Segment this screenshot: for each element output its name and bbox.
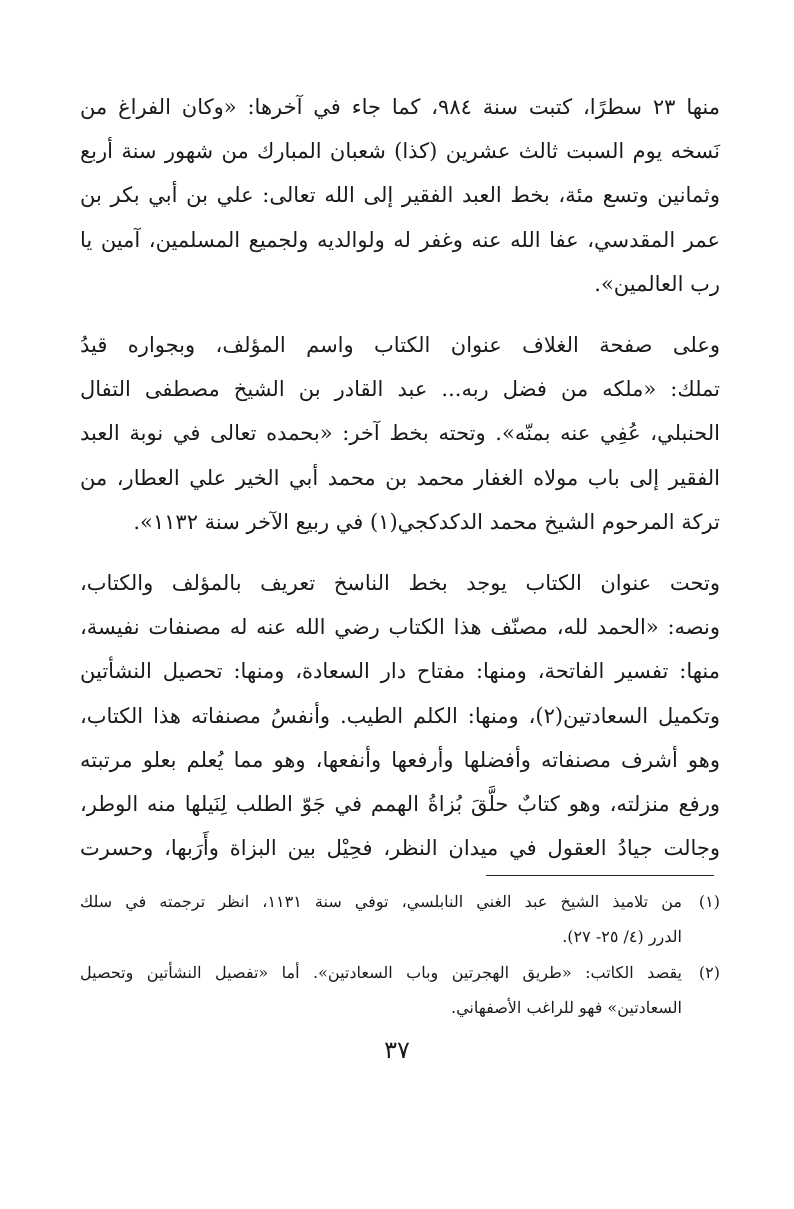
footnotes [80, 885, 720, 1027]
text-line: وجالت جيادُ العقول في ميدان النظر، فحِيْل بين البزاة وأَرَبها، وحسرت [80, 836, 720, 861]
text-line: وتحت عنوان الكتاب يوجد بخط الناسخ تعريف بالمؤلف والكتاب، [80, 571, 720, 596]
footnote-number: (١) [698, 892, 720, 911]
footnote-2 [80, 956, 720, 1025]
text-line: الفقير إلى باب مولاه الغفار محمد بن محمد أبي الخير علي العطار، من [80, 465, 720, 490]
footnote-text [80, 885, 682, 954]
text-line: وتكميل السعادتين(٢)، ومنها: الكلم الطيب. وأنفسُ مصنفاته هذا الكتاب، [80, 703, 720, 728]
text-line: رب العالمين». [594, 271, 720, 296]
paragraph-manuscript-description [80, 85, 720, 306]
paragraph-author-introduction [80, 561, 720, 870]
text-line: ونصه: «الحمد لله، مصنّف هذا الكتاب رضي الله عنه له مصنفات نفيسة، [80, 615, 720, 640]
page-number: ٣٧ [384, 1036, 410, 1064]
text-line: منها ٢٣ سطرًا، كتبت سنة ٩٨٤، كما جاء في آخرها: «وكان الفراغ من [80, 95, 721, 119]
footnote-line: يقصد الكاتب: «طريق الهجرتين وباب السعادتين». أما «تفصيل النشأتين وتحصيل [80, 963, 682, 982]
footnote-separator [486, 875, 714, 876]
paragraph-cover-page [80, 323, 720, 544]
footnote-line: من تلاميذ الشيخ عبد الغني النابلسي، توفي سنة ١١٣١، انظر ترجمته في سلك [80, 892, 682, 911]
text-line: وثمانين وتسع مئة، بخط العبد الفقير إلى الله تعالى: علي بن أبي بكر بن [80, 183, 720, 208]
text-line: وهو أشرف مصنفاته وأفضلها وأرفعها وأنفعها، وهو مما يُعلم بعلو مرتبته [80, 747, 720, 772]
footnote-text [80, 956, 682, 1025]
footnote-line: السعادتين» فهو للراغب الأصفهاني. [450, 997, 682, 1017]
text-line: الحنبلي، عُفِي عنه بمنّه». وتحته بخط آخر: «بحمده تعالى في نوبة العبد [80, 421, 720, 446]
text-line: عمر المقدسي، عفا الله عنه وغفر له ولوالديه ولجميع المسلمين، آمين يا [80, 227, 720, 252]
text-line: وعلى صفحة الغلاف عنوان الكتاب واسم المؤلف، وبجواره قيدُ [80, 333, 720, 358]
footnote-line: الدرر (٤/ ٢٥- ٢٧). [562, 926, 682, 946]
text-line: نَسخه يوم السبت ثالث عشرين (كذا) شعبان المبارك من شهور سنة أربع [80, 139, 720, 164]
text-line: منها: تفسير الفاتحة، ومنها: مفتاح دار السعادة، ومنها: تحصيل النشأتين [80, 659, 720, 684]
text-line: ورفع منزلته، وهو كتابٌ حلَّقَ بُزاةُ الهمم في جَوّ الطلب لِنَيلها منه الوطر، [80, 792, 720, 817]
text-line: تركة المرحوم الشيخ محمد الدكدكجي(١) في ربيع الآخر سنة ١١٣٢». [133, 509, 720, 534]
footnote-1 [80, 885, 720, 954]
footnote-number: (٢) [698, 963, 720, 982]
text-line: تملك: «ملكه من فضل ربه... عبد القادر بن الشيخ مصطفى التفال [80, 377, 720, 402]
main-text [80, 85, 720, 870]
